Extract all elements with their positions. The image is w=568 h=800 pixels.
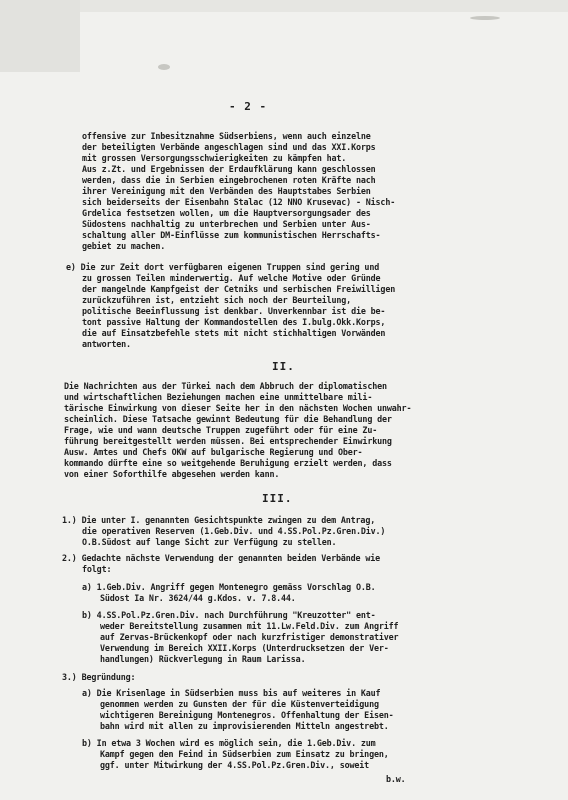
list-item-label: b) In etwa 3 Wochen wird es möglich sein, die 1.Geb.Div. zum xyxy=(82,738,376,748)
text-line: offensive zur Inbesitznahme Südserbiens, wenn auch einzelne xyxy=(82,131,371,141)
smudge xyxy=(158,64,170,70)
page-corner-shadow xyxy=(0,0,80,72)
text-line: kommando dürfte eine so weitgehende Beruhigung erzielt werden, dass xyxy=(64,458,392,468)
list-item-label: b) 4.SS.Pol.Pz.Gren.Div. nach Durchführung "Kreuzotter" ent- xyxy=(82,610,376,620)
text-line: die auf Einsatzbefehle stets mit nicht stichhaltigen Vorwänden xyxy=(82,328,386,338)
text-line: von einer Soforthilfe abgesehen werden kann. xyxy=(64,469,280,479)
text-line: der mangelnde Kampfgeist der Cetniks und serbischen Freiwilligen xyxy=(82,284,396,294)
list-item-label: e) Die zur Zeit dort verfügbaren eigenen Truppen sind gering und xyxy=(66,262,380,272)
text-line: O.B.Südost auf lange Sicht zur Verfügung zu stellen. xyxy=(82,537,337,547)
text-line: politische Beeinflussung ist denkbar. Unverkennbar ist die be- xyxy=(82,306,386,316)
text-line: Grdelica festsetzen wollen, um die Hauptversorgungsader des xyxy=(82,208,371,218)
text-line: Südost Ia Nr. 3624/44 g.Kdos. v. 7.8.44. xyxy=(100,593,296,603)
text-line: Aus z.Zt. und Ergebnissen der Erdaufklärung kann geschlossen xyxy=(82,164,376,174)
text-line: Verwendung im Bereich XXII.Korps (Unterdrucksetzen der Ver- xyxy=(100,643,389,653)
text-line: folgt: xyxy=(82,564,112,574)
text-line: führung bereitgestellt werden müssen. Bei entsprechender Einwirkung xyxy=(64,436,392,446)
text-line: ihrer Vereinigung mit den Verbänden des Hauptstabes Serbien xyxy=(82,186,371,196)
text-line: tont passive Haltung der Kommandostellen des I.bulg.Okk.Korps, xyxy=(82,317,386,327)
text-line: werden, dass die in Serbien eingebrochenen roten Kräfte nach xyxy=(82,175,376,185)
text-line: Kampf gegen den Feind in Südserbien zum Einsatz zu bringen, xyxy=(100,749,389,759)
list-item-label: a) Die Krisenlage in Südserbien muss bis auf weiteres in Kauf xyxy=(82,688,381,698)
text-line: Südostens nachhaltig zu unterbrechen und Serbien unter Aus- xyxy=(82,219,371,229)
continued-note: b.w. xyxy=(386,774,406,784)
text-line: tärische Einwirkung von dieser Seite her in den nächsten Wochen unwahr- xyxy=(64,403,412,413)
smudge xyxy=(470,16,500,20)
text-line: gebiet zu machen. xyxy=(82,241,166,251)
text-line: weder Bereitstellung zusammen mit 11.Lw.Feld.Div. zum Angriff xyxy=(100,621,399,631)
section-heading: III. xyxy=(262,492,293,505)
text-line: Frage, wie und wann deutsche Truppen zugeführt oder für eine Zu- xyxy=(64,425,378,435)
text-line: schaltung aller DM-Einflüsse zum kommunistischen Herrschafts- xyxy=(82,230,381,240)
text-line: Ausw. Amtes und Chefs OKW auf bulgarische Regierung und Ober- xyxy=(64,447,363,457)
text-line: sich beiderseits der Eisenbahn Stalac (12 NNO Krusevac) - Nisch- xyxy=(82,197,396,207)
numbered-item: 3.) Begründung: xyxy=(62,672,136,682)
text-line: antworten. xyxy=(82,339,131,349)
text-line: zu grossen Teilen minderwertig. Auf welche Motive oder Gründe xyxy=(82,273,381,283)
numbered-item: 2.) Gedachte nächste Verwendung der genannten beiden Verbände wie xyxy=(62,553,380,563)
text-line: bahn wird mit allen zu improvisierenden Mitteln angestrebt. xyxy=(100,721,389,731)
text-line: mit grossen Versorgungsschwierigkeiten zu kämpfen hat. xyxy=(82,153,347,163)
numbered-item: 1.) Die unter I. genannten Gesichtspunkte zwingen zu dem Antrag, xyxy=(62,515,376,525)
section-heading: II. xyxy=(272,360,295,373)
text-line: wichtigeren Bereinigung Montenegros. Offenhaltung der Eisen- xyxy=(100,710,394,720)
text-line: die operativen Reserven (1.Geb.Div. und 4.SS.Pol.Pz.Gren.Div.) xyxy=(82,526,386,536)
text-line: genommen werden zu Gunsten der für die Küstenverteidigung xyxy=(100,699,379,709)
text-line: scheinlich. Diese Tatsache gewinnt Bedeutung für die Behandlung der xyxy=(64,414,392,424)
page-number: - 2 - xyxy=(229,100,268,113)
text-line: handlungen) Rückverlegung in Raum Larissa. xyxy=(100,654,306,664)
text-line: auf Zervas-Brückenkopf oder nach kurzfristiger demonstrativer xyxy=(100,632,399,642)
text-line: Die Nachrichten aus der Türkei nach dem Abbruch der diplomatischen xyxy=(64,381,387,391)
text-line: der beteiligten Verbände angeschlagen sind und das XXI.Korps xyxy=(82,142,376,152)
text-line: ggf. unter Mitwirkung der 4.SS.Pol.Pz.Gren.Div., soweit xyxy=(100,760,370,770)
page-edge-shadow xyxy=(0,0,568,12)
text-line: zurückzuführen ist, entzieht sich noch der Beurteilung, xyxy=(82,295,352,305)
text-line: und wirtschaftlichen Beziehungen machen eine unmittelbare mili- xyxy=(64,392,373,402)
list-item-label: a) 1.Geb.Div. Angriff gegen Montenegro gemäss Vorschlag O.B. xyxy=(82,582,376,592)
